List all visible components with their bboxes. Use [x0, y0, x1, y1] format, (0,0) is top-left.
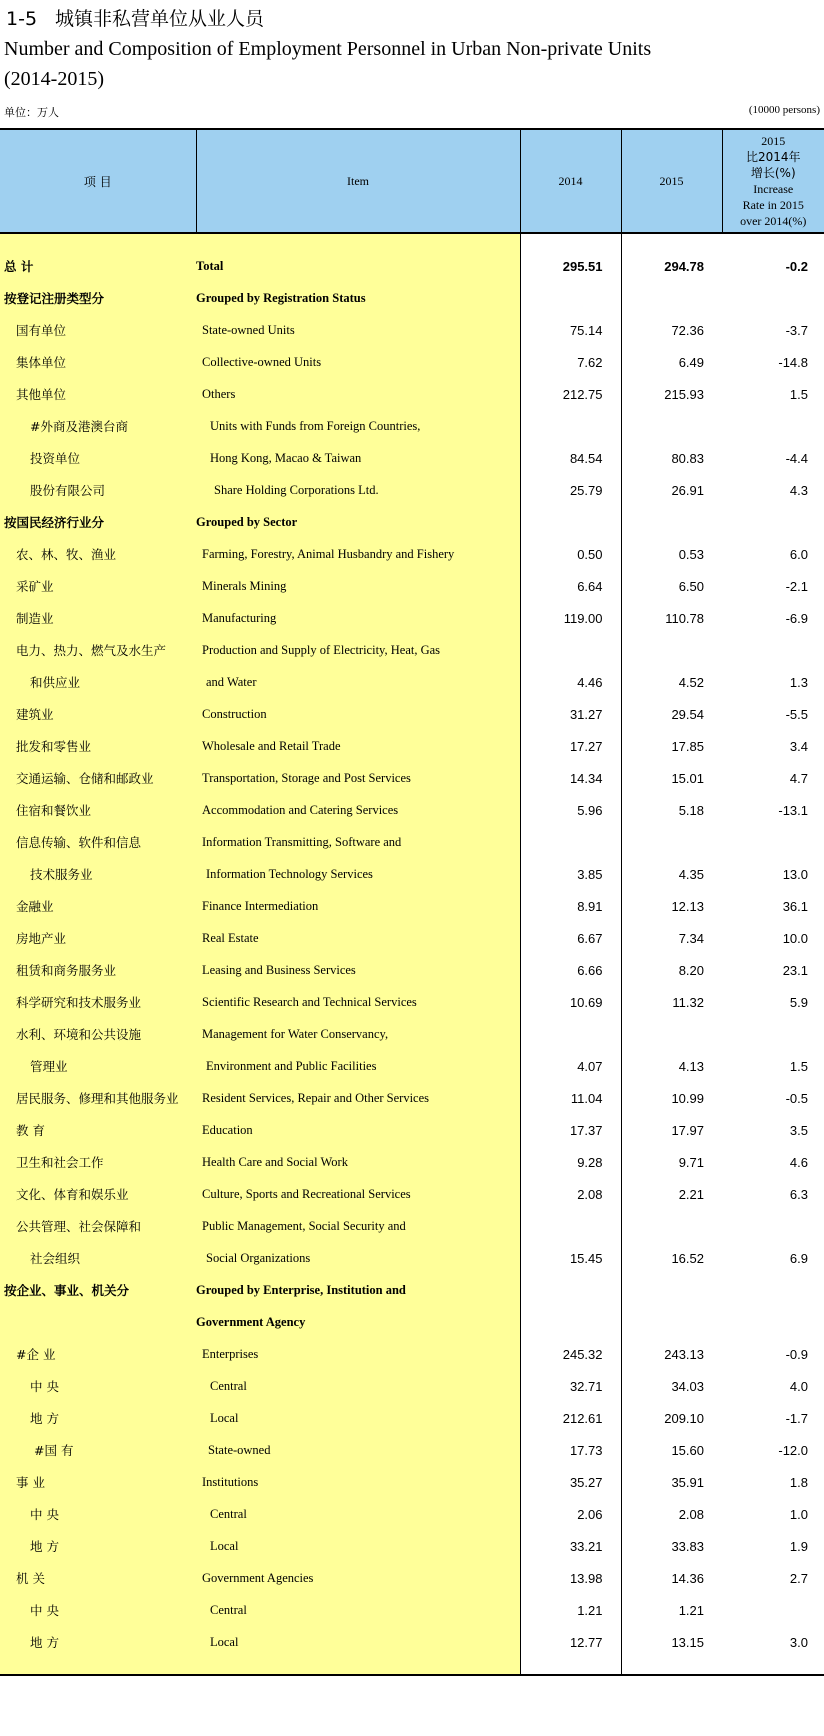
- row-increase: 3.5: [789, 1122, 808, 1138]
- row-item-cn: 住宿和餐饮业: [16, 803, 92, 818]
- row-item-en: Grouped by Sector: [196, 514, 298, 529]
- row-item-cn: 集体单位: [16, 355, 67, 370]
- row-increase: 5.9: [789, 994, 808, 1010]
- row-item-en: and Water: [206, 674, 257, 689]
- header-increase-line: over 2014(%): [740, 214, 807, 228]
- row-item-cn: 信息传输、软件和信息: [16, 835, 142, 850]
- table-row: [0, 954, 824, 986]
- row-item-cn: 技术服务业: [30, 867, 93, 882]
- table-row: [0, 730, 824, 762]
- table-header: [0, 129, 824, 233]
- header-increase: [722, 129, 824, 233]
- row-item-en: Total: [196, 258, 224, 273]
- row-value-2015: 29.54: [671, 706, 704, 722]
- row-value-2015: 35.91: [671, 1474, 704, 1490]
- row-value-2015: 110.78: [665, 610, 704, 626]
- row-item-en: Institutions: [202, 1474, 259, 1489]
- unit-label-cn: 单位：万人: [4, 106, 59, 119]
- row-item-cn: 按登记注册类型分: [4, 291, 105, 306]
- table-row: [0, 506, 824, 538]
- table-row: [0, 314, 824, 346]
- row-value-2014: 11.04: [570, 1090, 603, 1106]
- table-body: [0, 233, 824, 1675]
- row-value-2015: 9.71: [678, 1154, 704, 1170]
- header-increase-line: 增长(%): [750, 166, 796, 180]
- row-increase: 13.0: [782, 866, 808, 882]
- row-item-cn: 农、林、牧、渔业: [16, 547, 117, 562]
- row-value-2014: 3.85: [577, 866, 603, 882]
- row-item-cn: 租赁和商务服务业: [16, 963, 117, 978]
- table-row: [0, 1530, 824, 1562]
- row-increase: 1.5: [789, 1058, 808, 1074]
- row-item-en: Production and Supply of Electricity, Heat, Gas: [202, 642, 441, 657]
- row-item-cn: 金融业: [16, 899, 54, 914]
- row-value-2014: 25.79: [569, 482, 603, 498]
- row-increase: -4.4: [785, 450, 808, 466]
- row-increase: 4.0: [789, 1378, 808, 1394]
- table-row: [0, 1114, 824, 1146]
- row-increase: 3.4: [789, 738, 808, 754]
- row-item-en: Collective-owned Units: [202, 354, 322, 369]
- row-value-2014: 6.64: [577, 578, 603, 594]
- row-item-en: Finance Intermediation: [202, 898, 319, 913]
- row-value-2014: 35.27: [569, 1474, 603, 1490]
- row-item-cn: 事 业: [16, 1475, 45, 1490]
- table-row: [0, 1562, 824, 1594]
- row-item-cn: 采矿业: [16, 579, 54, 594]
- row-value-2015: 6.49: [678, 354, 704, 370]
- row-value-2014: 33.21: [569, 1538, 603, 1554]
- row-value-2015: 0.53: [678, 546, 704, 562]
- row-item-cn: 公共管理、社会保障和: [16, 1219, 142, 1234]
- row-increase: -2.1: [785, 578, 808, 594]
- row-item-en: Grouped by Registration Status: [196, 290, 366, 305]
- row-value-2014: 6.66: [577, 962, 603, 978]
- table-row: [0, 1402, 824, 1434]
- row-item-cn: 国有单位: [16, 323, 67, 338]
- row-item-en: Share Holding Corporations Ltd.: [214, 482, 379, 497]
- header-increase-line: 2015: [761, 134, 786, 148]
- table-row: [0, 378, 824, 410]
- table-row: [0, 1242, 824, 1274]
- row-item-en: Farming, Forestry, Animal Husbandry and Fishery: [202, 546, 455, 561]
- table-row: [0, 1466, 824, 1498]
- row-value-2015: 4.35: [678, 866, 704, 882]
- row-item-en: Minerals Mining: [202, 578, 287, 593]
- table-row: [0, 442, 824, 474]
- table-number: 1-5: [6, 8, 38, 30]
- row-value-2014: 31.27: [569, 706, 603, 722]
- row-item-cn: 地 方: [30, 1539, 59, 1554]
- table-row: [0, 1146, 824, 1178]
- table-row: [0, 826, 824, 858]
- row-value-2015: 12.13: [671, 898, 704, 914]
- row-item-en: Leasing and Business Services: [202, 962, 356, 977]
- row-item-en: Management for Water Conservancy,: [202, 1026, 389, 1041]
- row-increase: -0.9: [785, 1346, 808, 1362]
- row-item-en: Public Management, Social Security and: [202, 1218, 406, 1233]
- row-item-en: Health Care and Social Work: [202, 1154, 348, 1169]
- employment-table: [0, 128, 824, 1676]
- row-value-2015: 4.13: [678, 1058, 704, 1074]
- table-row: [0, 1434, 824, 1466]
- row-increase: 36.1: [782, 898, 808, 914]
- row-increase: 4.3: [789, 482, 808, 498]
- row-value-2014: 32.71: [569, 1378, 603, 1394]
- row-value-2015: 26.91: [671, 482, 704, 498]
- row-item-en: Accommodation and Catering Services: [202, 802, 399, 817]
- row-item-en: Manufacturing: [202, 610, 277, 625]
- row-increase: 1.3: [789, 674, 808, 690]
- row-item-en: Local: [210, 1538, 239, 1553]
- table-row: [0, 538, 824, 570]
- row-value-2015: 215.93: [664, 386, 704, 402]
- row-item-en: Units with Funds from Foreign Countries,: [210, 418, 421, 433]
- header-item-en: Item: [196, 129, 520, 233]
- table-row: [0, 282, 824, 314]
- header-item-cn: 项 目: [0, 129, 196, 233]
- page-title-cn: [6, 4, 264, 31]
- row-item-cn: 管理业: [30, 1059, 68, 1074]
- row-item-en: State-owned: [208, 1442, 271, 1457]
- row-item-cn: 居民服务、修理和其他服务业: [16, 1091, 179, 1106]
- row-item-cn: 科学研究和技术服务业: [16, 995, 142, 1010]
- row-value-2014: 75.14: [569, 322, 603, 338]
- table-row: [0, 762, 824, 794]
- row-item-en: Central: [210, 1602, 247, 1617]
- table-row: [0, 922, 824, 954]
- row-increase: 4.7: [789, 770, 808, 786]
- table-row: [0, 698, 824, 730]
- table-row: [0, 634, 824, 666]
- table-row: [0, 1594, 824, 1626]
- row-value-2015: 17.85: [671, 738, 704, 754]
- spacer-row: [0, 233, 824, 250]
- row-item-en: Environment and Public Facilities: [206, 1058, 377, 1073]
- row-item-en: Central: [210, 1378, 247, 1393]
- table-row: [0, 410, 824, 442]
- row-value-2015: 7.34: [678, 930, 704, 946]
- table-row: [0, 1274, 824, 1306]
- row-item-en: Resident Services, Repair and Other Services: [202, 1090, 430, 1105]
- row-value-2015: 16.52: [671, 1250, 704, 1266]
- unit-label-en: (10000 persons): [748, 104, 820, 116]
- row-value-2014: 1.21: [577, 1602, 603, 1618]
- table-row: [0, 602, 824, 634]
- table-row: [0, 1626, 824, 1658]
- row-increase: -6.9: [785, 610, 808, 626]
- row-value-2015: 209.10: [664, 1410, 704, 1426]
- row-item-en: Scientific Research and Technical Services: [202, 994, 417, 1009]
- table-row: [0, 890, 824, 922]
- row-increase: -5.5: [785, 706, 808, 722]
- row-item-cn: 中 央: [30, 1507, 59, 1522]
- row-increase: 1.5: [789, 386, 808, 402]
- row-item-cn: 中 央: [30, 1603, 59, 1618]
- row-value-2014: 10.69: [569, 994, 603, 1010]
- row-value-2014: 7.62: [577, 354, 603, 370]
- row-increase: 23.1: [782, 962, 808, 978]
- spacer-row: [0, 1658, 824, 1675]
- table-row: [0, 986, 824, 1018]
- table-row: [0, 1082, 824, 1114]
- row-item-en: Enterprises: [202, 1346, 259, 1361]
- row-item-en: Construction: [202, 706, 267, 721]
- table-row: [0, 794, 824, 826]
- table-row: [0, 346, 824, 378]
- row-item-en: Culture, Sports and Recreational Services: [202, 1186, 411, 1201]
- row-value-2015: 72.36: [671, 322, 704, 338]
- table-row: [0, 1370, 824, 1402]
- row-item-en: Local: [210, 1634, 239, 1649]
- row-item-en: Others: [202, 386, 236, 401]
- row-value-2015: 13.15: [671, 1634, 704, 1650]
- row-value-2015: 8.20: [678, 962, 704, 978]
- table-row: [0, 1018, 824, 1050]
- row-item-cn: 批发和零售业: [16, 739, 92, 754]
- row-item-cn: 制造业: [16, 611, 54, 626]
- row-item-cn: 总 计: [4, 259, 34, 274]
- row-increase: -3.7: [785, 322, 808, 338]
- row-value-2015: 5.18: [678, 802, 704, 818]
- header-increase-line: 比2014年: [745, 150, 801, 164]
- row-value-2015: 17.97: [671, 1122, 704, 1138]
- row-item-cn: 电力、热力、燃气及水生产: [16, 643, 167, 658]
- row-value-2014: 212.61: [562, 1410, 603, 1426]
- header-increase-line: Increase: [753, 182, 794, 196]
- row-item-en: Grouped by Enterprise, Institution and: [196, 1282, 406, 1297]
- row-value-2014: 5.96: [577, 802, 603, 818]
- row-value-2014: 8.91: [577, 898, 603, 914]
- row-item-cn: 水利、环境和公共设施: [16, 1027, 142, 1042]
- row-value-2015: 2.08: [678, 1506, 704, 1522]
- title-cn-text: 城镇非私营单位从业人员: [55, 8, 265, 30]
- row-item-cn: 教 育: [16, 1123, 45, 1138]
- row-item-cn: [0, 1315, 4, 1330]
- row-increase: 2.7: [789, 1570, 808, 1586]
- row-value-2014: 14.34: [569, 770, 603, 786]
- row-value-2015: 15.60: [671, 1442, 704, 1458]
- row-increase: -0.5: [785, 1090, 808, 1106]
- table-row: [0, 1338, 824, 1370]
- row-increase: 10.0: [782, 930, 808, 946]
- row-item-cn: #国 有: [34, 1443, 74, 1458]
- row-value-2015: 14.36: [671, 1570, 704, 1586]
- row-value-2015: 15.01: [671, 770, 704, 786]
- row-item-cn: 投资单位: [30, 451, 81, 466]
- row-item-en: Government Agency: [196, 1314, 306, 1329]
- table-row: [0, 1178, 824, 1210]
- header-2015: 2015: [621, 129, 722, 233]
- row-value-2015: 4.52: [678, 674, 704, 690]
- row-item-cn: 卫生和社会工作: [16, 1155, 104, 1170]
- row-item-cn: 交通运输、仓储和邮政业: [16, 771, 154, 786]
- row-value-2014: 2.08: [577, 1186, 603, 1202]
- table-row: [0, 250, 824, 282]
- row-value-2014: 9.28: [577, 1154, 603, 1170]
- row-value-2014: 212.75: [562, 386, 603, 402]
- row-item-en: Government Agencies: [202, 1570, 314, 1585]
- row-value-2015: 10.99: [671, 1090, 704, 1106]
- page-title-en: [4, 34, 651, 94]
- row-value-2014: 13.98: [569, 1570, 603, 1586]
- row-item-cn: 房地产业: [16, 931, 67, 946]
- row-value-2014: 12.77: [569, 1634, 603, 1650]
- row-value-2015: 11.32: [672, 994, 704, 1010]
- header-2014: 2014: [520, 129, 621, 233]
- row-value-2014: 4.46: [577, 674, 603, 690]
- row-item-en: Social Organizations: [206, 1250, 311, 1265]
- row-value-2014: 295.51: [562, 258, 603, 274]
- row-item-cn: 建筑业: [16, 707, 54, 722]
- row-item-en: Transportation, Storage and Post Services: [202, 770, 411, 785]
- row-increase: 1.8: [789, 1474, 808, 1490]
- row-increase: 6.0: [789, 546, 808, 562]
- row-item-cn: 股份有限公司: [30, 483, 106, 498]
- row-value-2014: 2.06: [577, 1506, 603, 1522]
- row-increase: 4.6: [789, 1154, 808, 1170]
- title-en-line2: (2014-2015): [4, 68, 104, 90]
- row-item-en: State-owned Units: [202, 322, 295, 337]
- table-row: [0, 1210, 824, 1242]
- row-value-2014: 4.07: [577, 1058, 603, 1074]
- row-value-2014: 17.73: [569, 1442, 603, 1458]
- row-item-cn: #企 业: [16, 1347, 56, 1362]
- row-item-en: Local: [210, 1410, 239, 1425]
- row-value-2014: 15.45: [569, 1250, 603, 1266]
- row-value-2015: 294.78: [664, 258, 704, 274]
- row-value-2015: 80.83: [671, 450, 704, 466]
- row-increase: -0.2: [785, 258, 808, 274]
- table-row: [0, 666, 824, 698]
- row-value-2014: 17.27: [569, 738, 603, 754]
- row-increase: -13.1: [778, 802, 808, 818]
- row-item-cn: #外商及港澳台商: [30, 419, 128, 434]
- row-item-en: Information Transmitting, Software and: [202, 834, 402, 849]
- row-item-cn: 其他单位: [16, 387, 67, 402]
- row-value-2014: 17.37: [569, 1122, 603, 1138]
- row-item-cn: 机 关: [16, 1571, 45, 1586]
- row-value-2014: 84.54: [569, 450, 603, 466]
- row-item-en: Education: [202, 1122, 253, 1137]
- row-value-2015: 1.21: [678, 1602, 704, 1618]
- row-item-cn: 地 方: [30, 1635, 59, 1650]
- row-increase: 6.3: [789, 1186, 808, 1202]
- row-increase: 6.9: [789, 1250, 808, 1266]
- row-item-en: Information Technology Services: [206, 866, 373, 881]
- row-value-2015: 34.03: [671, 1378, 704, 1394]
- row-item-en: Real Estate: [202, 930, 259, 945]
- row-item-cn: 中 央: [30, 1379, 59, 1394]
- row-value-2014: 119.00: [563, 610, 603, 626]
- row-increase: 1.9: [789, 1538, 808, 1554]
- table-row: [0, 1306, 824, 1338]
- row-item-cn: 社会组织: [30, 1251, 81, 1266]
- row-value-2014: 6.67: [577, 930, 603, 946]
- row-value-2015: 6.50: [678, 578, 704, 594]
- row-value-2015: 243.13: [664, 1346, 704, 1362]
- title-en-line1: Number and Composition of Employment Personnel in Urban Non-private Units: [4, 38, 652, 60]
- row-item-en: Hong Kong, Macao & Taiwan: [210, 450, 362, 465]
- row-increase: 1.0: [789, 1506, 808, 1522]
- row-value-2015: 2.21: [678, 1186, 704, 1202]
- row-item-en: Central: [210, 1506, 247, 1521]
- row-item-cn: 地 方: [30, 1411, 59, 1426]
- row-increase: -1.7: [785, 1410, 808, 1426]
- row-value-2015: 33.83: [671, 1538, 704, 1554]
- row-item-en: Wholesale and Retail Trade: [202, 738, 341, 753]
- table-row: [0, 858, 824, 890]
- row-item-cn: 按企业、事业、机关分: [4, 1283, 130, 1298]
- table-row: [0, 1498, 824, 1530]
- row-value-2014: 0.50: [577, 546, 603, 562]
- table-row: [0, 570, 824, 602]
- row-increase: -12.0: [778, 1442, 808, 1458]
- row-increase: -14.8: [778, 354, 808, 370]
- row-increase: 3.0: [789, 1634, 808, 1650]
- row-item-cn: 文化、体育和娱乐业: [16, 1187, 129, 1202]
- row-item-cn: 和供应业: [30, 675, 81, 690]
- header-increase-line: Rate in 2015: [742, 198, 804, 212]
- table-row: [0, 1050, 824, 1082]
- row-item-cn: 按国民经济行业分: [4, 515, 105, 530]
- row-value-2014: 245.32: [562, 1346, 603, 1362]
- table-row: [0, 474, 824, 506]
